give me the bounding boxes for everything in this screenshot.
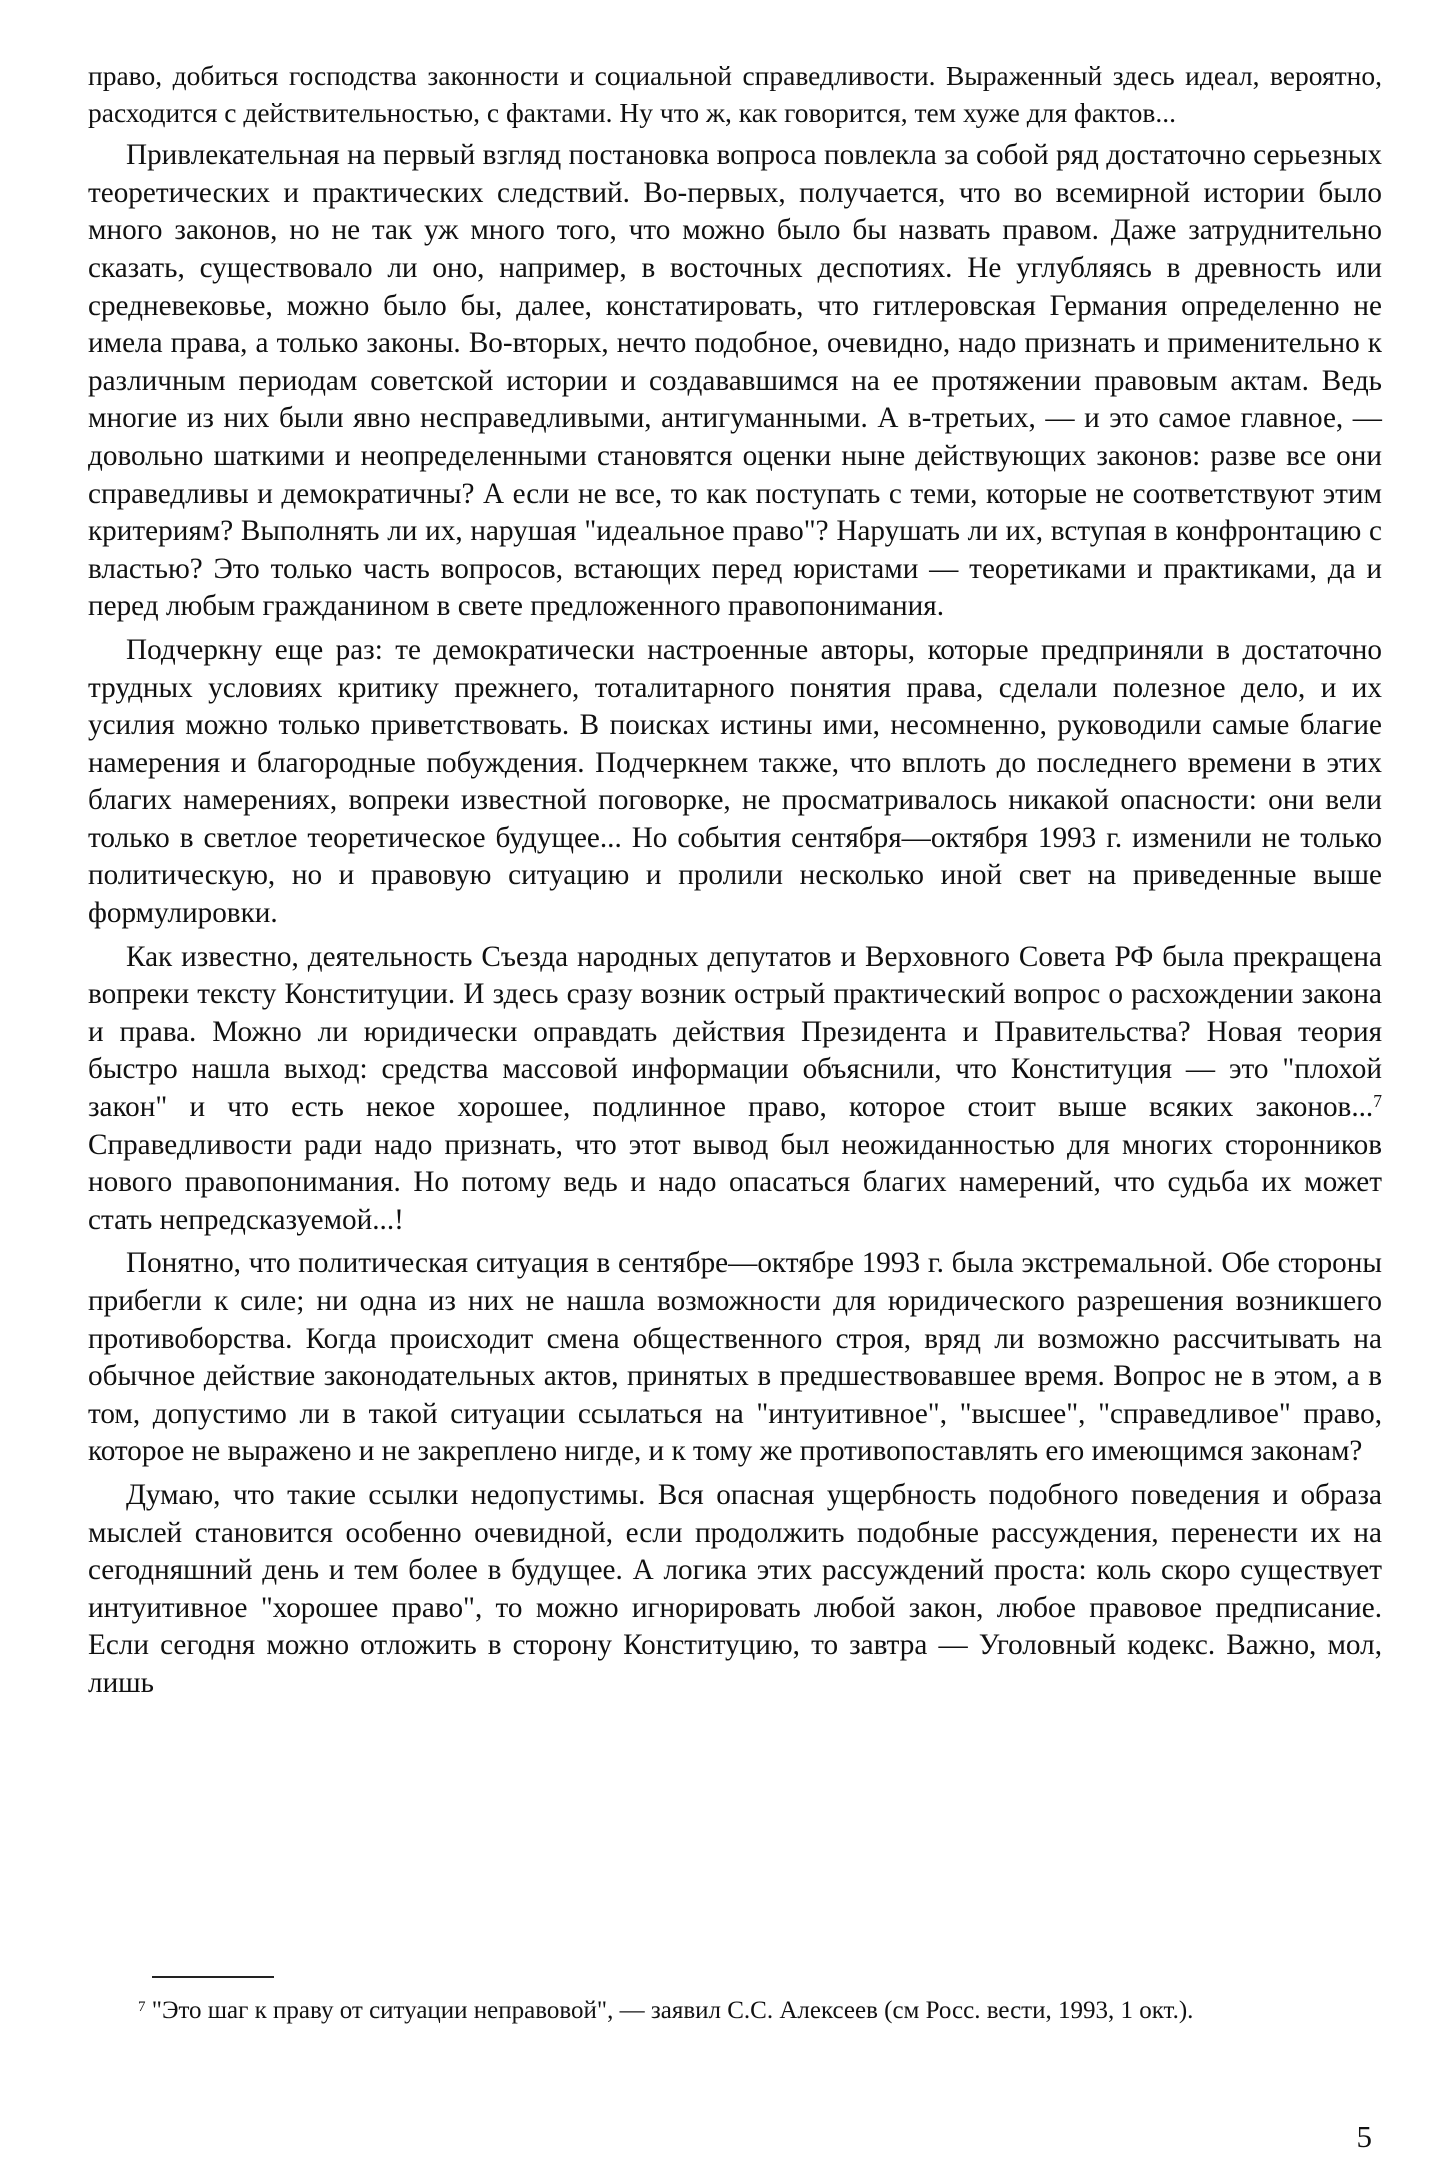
footnote-divider (152, 1976, 274, 1978)
paragraph-4-text-before: Как известно, деятельность Съезда народных депутатов и Верховного Совета РФ была прекращена вопреки тексту Конституции. И здесь сразу возник острый практический вопрос о расхождении закона и права. Можно ли юридически оправдать действия Президента и Правительства? Новая теория быстро нашла выход: средства массовой информации объяснили, что Конституция — это "плохой закон" и что есть некое хорошее, подлинное право, которое стоит выше всяких законов... (88, 940, 1382, 1124)
paragraph-5: Понятно, что политическая ситуация в сентябре—октябре 1993 г. была экстремальной. Обе стороны прибегли к силе; ни одна из них не нашла возможности для юридического разрешения возникшего противоборства. Когда происходит смена общественного строя, вряд ли возможно рассчитывать на обычное действие законодательных актов, принятых в предшествовавшее время. Вопрос не в этом, а в том, допустимо ли в такой ситуации ссылаться на "интуитивное", "высшее", "справедливое" право, которое не выражено и не закреплено нигде, и к тому же противопоставлять его имеющимся законам? (88, 1247, 1382, 1468)
footnote (88, 1994, 1382, 2028)
paragraph-4-text-after: Справедливости ради надо признать, что этот вывод был неожиданностью для многих сторонников нового правопонимания. Но потому ведь и надо опасаться благих намерений, что судьба их может стать непредсказуемой...! (88, 1128, 1382, 1236)
footnote-reference: 7 (1373, 1091, 1382, 1112)
paragraph-3: Подчеркну еще раз: те демократически настроенные авторы, которые предприняли в достаточно трудных условиях критику прежнего, тоталитарного понятия права, сделали полезное дело, и их усилия можно только приветствовать. В поисках истины ими, несомненно, руководили самые благие намерения и благородные побуждения. Подчеркнем также, что вплоть до последнего времени в этих благих намерениях, вопреки известной поговорке, не просматривалось никакой опасности: они вели только в светлое теоретическое будущее... Но события сентября—октября 1993 г. изменили не только политическую, но и правовую ситуацию и пролили несколько иной свет на приведенные выше формулировки. (88, 633, 1382, 930)
paragraph-6: Думаю, что такие ссылки недопустимы. Вся опасная ущербность подобного поведения и образа мыслей становится особенно очевидной, если продолжить подобные рассуждения, перенести их на сегодняшний день и тем более в будущее. А логика этих рассуждений проста: коль скоро существует интуитивное "хорошее право", то можно игнорировать любой закон, любое правовое предписание. Если сегодня можно отложить в сторону Конституцию, то завтра — Уголовный кодекс. Важно, мол, лишь (88, 1478, 1382, 1699)
page-number: 5 (1356, 2119, 1372, 2154)
document-page (88, 58, 1382, 1703)
paragraph-2: Привлекательная на первый взгляд постановка вопроса повлекла за собой ряд достаточно серьезных теоретических и практических следствий. Во-первых, получается, что во всемирной истории было много законов, но не так уж много того, что можно было бы назвать правом. Даже затруднительно сказать, существовало ли оно, например, в восточных деспотиях. Не углубляясь в древность или средневековье, можно было бы, далее, констатировать, что гитлеровская Германия определенно не имела права, а только законы. Во-вторых, нечто подобное, очевидно, надо признать и применительно к различным периодам советской истории и создававшимся на ее протяжении правовым актам. Ведь многие из них были явно несправедливыми, антигуманными. А в-третьих, — и это самое главное, — довольно шаткими и неопределенными становятся оценки ныне действующих законов: разве все они справедливы и демократичны? А если не все, то как поступать с теми, которые не соответствуют этим критериям? Выполнять ли их, нарушая "идеальное право"? Нарушать ли их, вступая в конфронтацию с властью? Это только часть вопросов, встающих перед юристами — теоретиками и практиками, да и перед любым гражданином в свете предложенного правопонимания. (88, 139, 1382, 623)
footnote-text: "Это шаг к праву от ситуации неправовой", — заявил С.С. Алексеев (см Росс. вести, 1993, 1 окт.). (145, 1997, 1194, 2024)
footnote-number: 7 (138, 1998, 146, 2015)
paragraph-1: право, добиться господства законности и социальной справедливости. Выраженный здесь идеал, вероятно, расходится с действительностью, с фактами. Ну что ж, как говорится, тем хуже для фактов... (88, 60, 1382, 128)
paragraph-4 (88, 939, 1382, 1240)
